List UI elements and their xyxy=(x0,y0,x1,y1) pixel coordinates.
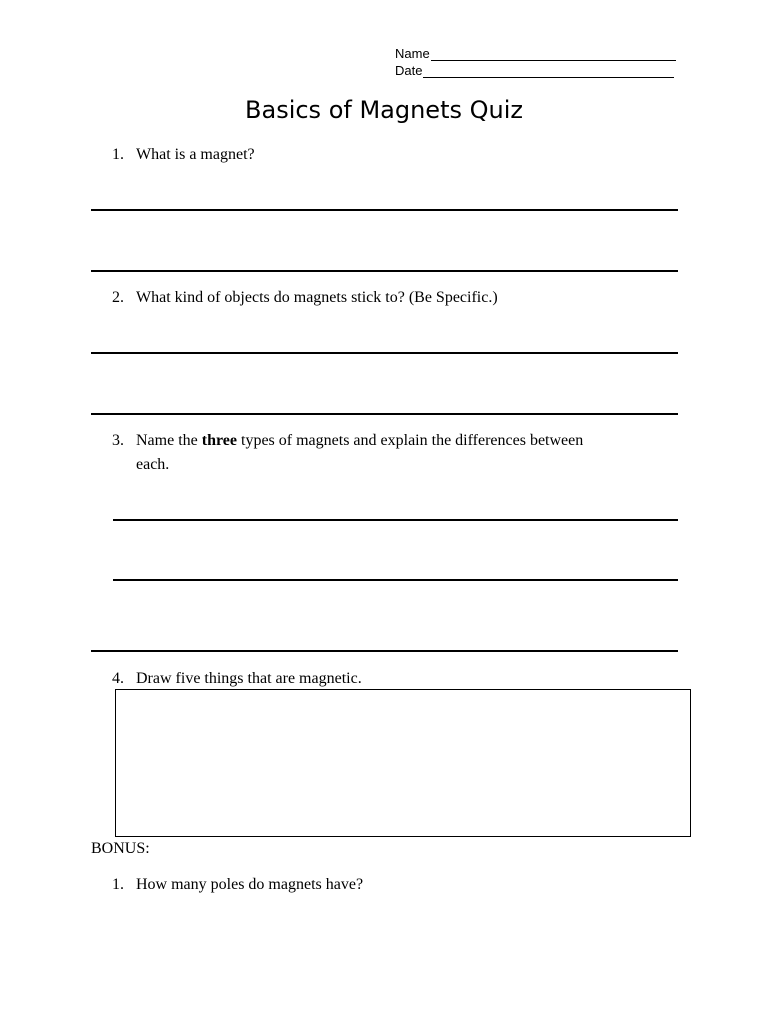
question-text: What kind of objects do magnets stick to? (Be Specific.) xyxy=(136,289,498,306)
page-title: Basics of Magnets Quiz xyxy=(245,96,523,124)
question-text: Draw five things that are magnetic. xyxy=(136,670,362,687)
question-number: 4. xyxy=(112,670,124,687)
question-text xyxy=(136,429,583,453)
answer-line[interactable] xyxy=(91,352,678,354)
question-4 xyxy=(112,667,712,691)
date-blank-line[interactable] xyxy=(423,66,674,78)
question-1 xyxy=(112,143,712,167)
name-field[interactable] xyxy=(395,46,676,61)
question-text-bold: three xyxy=(201,432,237,449)
question-number: 2. xyxy=(112,289,124,306)
bonus-question-1 xyxy=(112,873,712,897)
question-text-line-2: each. xyxy=(136,456,170,473)
date-field[interactable] xyxy=(395,63,674,78)
question-text: What is a magnet? xyxy=(136,146,255,163)
drawing-box[interactable] xyxy=(115,689,691,837)
answer-line[interactable] xyxy=(91,413,678,415)
question-text-part: types of magnets and explain the differences between xyxy=(237,432,584,449)
question-2 xyxy=(112,286,732,310)
answer-line[interactable] xyxy=(113,519,678,521)
answer-line[interactable] xyxy=(91,650,678,652)
answer-line[interactable] xyxy=(113,579,678,581)
date-label: Date xyxy=(395,63,423,78)
question-number: 1. xyxy=(112,146,124,163)
question-text-part: Name the xyxy=(136,432,202,449)
question-number: 3. xyxy=(112,432,124,449)
question-number: 1. xyxy=(112,876,124,893)
question-3 xyxy=(112,429,732,477)
answer-line[interactable] xyxy=(91,270,678,272)
name-label: Name xyxy=(395,46,430,61)
bonus-label: BONUS: xyxy=(91,840,150,857)
question-text: How many poles do magnets have? xyxy=(136,876,364,893)
name-blank-line[interactable] xyxy=(431,49,676,61)
answer-line[interactable] xyxy=(91,209,678,211)
